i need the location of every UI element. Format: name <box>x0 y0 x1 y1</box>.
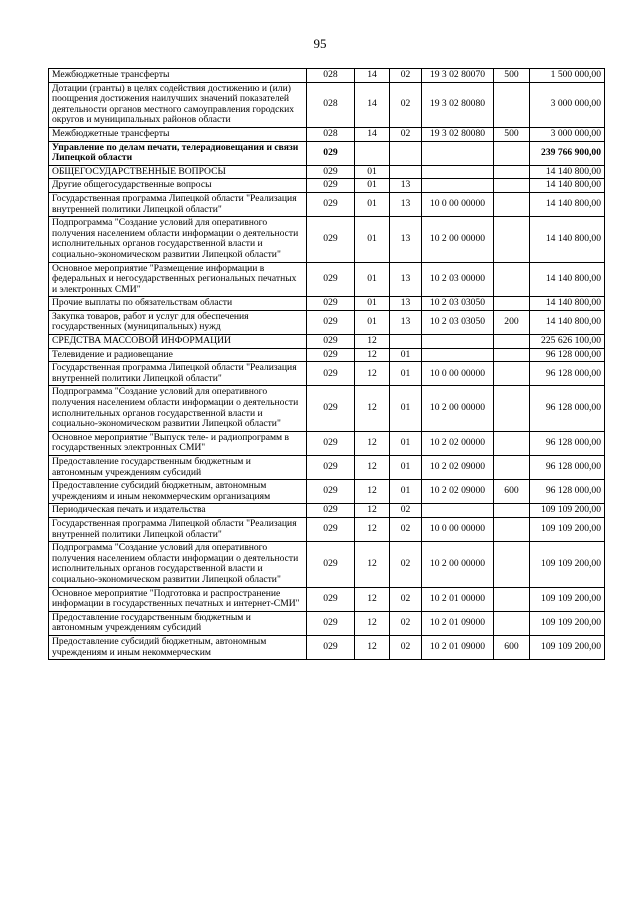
row-amount: 14 140 800,00 <box>530 165 605 179</box>
row-section: 01 <box>355 179 390 193</box>
row-name: ОБЩЕГОСУДАРСТВЕННЫЕ ВОПРОСЫ <box>49 165 307 179</box>
row-name: Основное мероприятие "Выпуск теле- и радиопрограмм в государственных электронных СМИ" <box>49 431 307 455</box>
table-row <box>49 587 605 611</box>
row-amount: 109 109 200,00 <box>530 504 605 518</box>
row-target-article: 19 3 02 80070 <box>422 69 494 83</box>
row-name: Предоставление субсидий бюджетным, автономным учреждениям и иным некоммерческим организациям <box>49 480 307 504</box>
row-section: 12 <box>355 348 390 362</box>
row-amount: 109 109 200,00 <box>530 517 605 541</box>
table-row <box>49 386 605 431</box>
row-subsection: 13 <box>390 297 422 311</box>
row-section: 01 <box>355 165 390 179</box>
row-admin-code: 029 <box>307 542 355 587</box>
row-amount: 96 128 000,00 <box>530 480 605 504</box>
row-name: Государственная программа Липецкой области "Реализация внутренней политики Липецкой области" <box>49 362 307 386</box>
row-admin-code: 029 <box>307 431 355 455</box>
row-name: Подпрограмма "Создание условий для оперативного получения населением области информации о деятельности исполнительных органов государственной власти и социально-экономическом развитии Липецкой области" <box>49 542 307 587</box>
row-section: 01 <box>355 192 390 216</box>
row-expense-type <box>494 386 530 431</box>
row-section: 12 <box>355 480 390 504</box>
row-admin-code: 029 <box>307 504 355 518</box>
row-section: 12 <box>355 386 390 431</box>
row-target-article: 19 3 02 80080 <box>422 82 494 127</box>
row-section: 01 <box>355 262 390 297</box>
row-subsection: 02 <box>390 587 422 611</box>
table-row <box>49 127 605 141</box>
row-name: Подпрограмма "Создание условий для оперативного получения населением области информации о деятельности исполнительных органов государственной власти и социально-экономическом развитии Липецкой области" <box>49 217 307 262</box>
row-target-article: 10 2 02 09000 <box>422 480 494 504</box>
row-target-article: 10 2 03 03050 <box>422 310 494 334</box>
row-target-article: 10 0 00 00000 <box>422 517 494 541</box>
table-row <box>49 310 605 334</box>
row-target-article: 10 2 00 00000 <box>422 542 494 587</box>
row-admin-code: 029 <box>307 480 355 504</box>
row-expense-type <box>494 611 530 635</box>
row-amount: 14 140 800,00 <box>530 297 605 311</box>
table-row <box>49 348 605 362</box>
row-subsection: 02 <box>390 127 422 141</box>
row-target-article: 10 2 01 09000 <box>422 611 494 635</box>
row-name: Дотации (гранты) в целях содействия достижению и (или) поощрения достижения наилучших значений показателей деятельности органов местного самоуправления городских округов и муниципальных районов области <box>49 82 307 127</box>
row-name: Периодическая печать и издательства <box>49 504 307 518</box>
table-body <box>49 69 605 660</box>
row-subsection: 13 <box>390 192 422 216</box>
row-target-article: 10 2 03 03050 <box>422 297 494 311</box>
row-amount: 109 109 200,00 <box>530 635 605 659</box>
row-admin-code: 029 <box>307 217 355 262</box>
row-subsection <box>390 141 422 165</box>
row-expense-type <box>494 165 530 179</box>
row-admin-code: 029 <box>307 635 355 659</box>
table-row <box>49 217 605 262</box>
row-amount: 109 109 200,00 <box>530 611 605 635</box>
row-target-article: 10 2 00 00000 <box>422 386 494 431</box>
row-subsection: 01 <box>390 386 422 431</box>
row-admin-code: 029 <box>307 335 355 349</box>
row-subsection <box>390 165 422 179</box>
row-admin-code: 029 <box>307 456 355 480</box>
table-row <box>49 262 605 297</box>
table-row <box>49 635 605 659</box>
table-row <box>49 362 605 386</box>
table-row <box>49 517 605 541</box>
row-admin-code: 029 <box>307 348 355 362</box>
row-subsection: 13 <box>390 217 422 262</box>
row-subsection: 02 <box>390 517 422 541</box>
row-section: 14 <box>355 127 390 141</box>
row-expense-type: 200 <box>494 310 530 334</box>
row-amount: 14 140 800,00 <box>530 262 605 297</box>
row-amount: 109 109 200,00 <box>530 542 605 587</box>
row-admin-code: 029 <box>307 386 355 431</box>
row-expense-type <box>494 192 530 216</box>
table-row <box>49 141 605 165</box>
table-row <box>49 82 605 127</box>
row-subsection: 13 <box>390 310 422 334</box>
row-target-article: 10 2 00 00000 <box>422 217 494 262</box>
table-row <box>49 165 605 179</box>
row-target-article: 19 3 02 80080 <box>422 127 494 141</box>
row-admin-code: 029 <box>307 262 355 297</box>
row-admin-code: 029 <box>307 141 355 165</box>
table-row <box>49 480 605 504</box>
row-expense-type <box>494 82 530 127</box>
table-row <box>49 504 605 518</box>
row-section: 12 <box>355 611 390 635</box>
row-section <box>355 141 390 165</box>
page-number: 95 <box>313 36 327 51</box>
row-expense-type <box>494 217 530 262</box>
table-row <box>49 456 605 480</box>
row-admin-code: 028 <box>307 82 355 127</box>
table-row <box>49 179 605 193</box>
row-amount: 14 140 800,00 <box>530 179 605 193</box>
row-name: Основное мероприятие "Размещение информации в федеральных и негосударственных региональных печатных и электронных СМИ" <box>49 262 307 297</box>
row-expense-type: 600 <box>494 480 530 504</box>
row-subsection: 01 <box>390 431 422 455</box>
row-name: Основное мероприятие "Подготовка и распространение информации в государственных печатных и интернет-СМИ" <box>49 587 307 611</box>
row-admin-code: 029 <box>307 179 355 193</box>
row-name: Управление по делам печати, телерадиовещания и связи Липецкой области <box>49 141 307 165</box>
row-subsection: 13 <box>390 262 422 297</box>
row-amount: 96 128 000,00 <box>530 386 605 431</box>
row-section: 01 <box>355 297 390 311</box>
row-admin-code: 029 <box>307 165 355 179</box>
row-section: 14 <box>355 69 390 83</box>
row-expense-type <box>494 335 530 349</box>
row-name: Предоставление субсидий бюджетным, автономным учреждениям и иным некоммерческим <box>49 635 307 659</box>
table-row <box>49 297 605 311</box>
row-expense-type <box>494 348 530 362</box>
row-admin-code: 028 <box>307 69 355 83</box>
row-target-article: 10 0 00 00000 <box>422 362 494 386</box>
row-section: 12 <box>355 431 390 455</box>
row-target-article <box>422 348 494 362</box>
table-row <box>49 611 605 635</box>
row-name: Предоставление государственным бюджетным и автономным учреждениям субсидий <box>49 456 307 480</box>
row-admin-code: 029 <box>307 611 355 635</box>
row-amount: 96 128 000,00 <box>530 456 605 480</box>
row-admin-code: 029 <box>307 310 355 334</box>
row-expense-type <box>494 456 530 480</box>
row-amount: 14 140 800,00 <box>530 310 605 334</box>
row-subsection: 13 <box>390 179 422 193</box>
row-expense-type <box>494 504 530 518</box>
table-row <box>49 542 605 587</box>
row-name: Межбюджетные трансферты <box>49 127 307 141</box>
row-section: 12 <box>355 335 390 349</box>
row-amount: 3 000 000,00 <box>530 127 605 141</box>
row-amount: 109 109 200,00 <box>530 587 605 611</box>
row-admin-code: 029 <box>307 297 355 311</box>
row-name: Телевидение и радиовещание <box>49 348 307 362</box>
row-admin-code: 029 <box>307 517 355 541</box>
row-subsection <box>390 335 422 349</box>
row-expense-type <box>494 542 530 587</box>
row-section: 12 <box>355 517 390 541</box>
budget-table <box>48 68 605 660</box>
row-subsection: 02 <box>390 611 422 635</box>
row-subsection: 02 <box>390 82 422 127</box>
row-section: 14 <box>355 82 390 127</box>
row-amount: 96 128 000,00 <box>530 431 605 455</box>
row-expense-type: 600 <box>494 635 530 659</box>
row-subsection: 02 <box>390 635 422 659</box>
row-name: Межбюджетные трансферты <box>49 69 307 83</box>
row-expense-type <box>494 517 530 541</box>
row-amount: 239 766 900,00 <box>530 141 605 165</box>
row-expense-type <box>494 431 530 455</box>
row-target-article: 10 2 02 09000 <box>422 456 494 480</box>
row-target-article: 10 2 02 00000 <box>422 431 494 455</box>
row-section: 01 <box>355 310 390 334</box>
row-target-article: 10 0 00 00000 <box>422 192 494 216</box>
row-name: Прочие выплаты по обязательствам области <box>49 297 307 311</box>
row-expense-type <box>494 297 530 311</box>
table-row <box>49 431 605 455</box>
row-expense-type: 500 <box>494 69 530 83</box>
row-subsection: 01 <box>390 456 422 480</box>
table-row <box>49 335 605 349</box>
row-admin-code: 029 <box>307 362 355 386</box>
row-section: 01 <box>355 217 390 262</box>
row-expense-type <box>494 587 530 611</box>
row-admin-code: 028 <box>307 127 355 141</box>
row-name: Другие общегосударственные вопросы <box>49 179 307 193</box>
table-row <box>49 192 605 216</box>
row-name: Подпрограмма "Создание условий для оперативного получения населением области информации о деятельности исполнительных органов государственной власти и социально-экономическом развитии Липецкой области" <box>49 386 307 431</box>
row-subsection: 01 <box>390 362 422 386</box>
row-name: Государственная программа Липецкой области "Реализация внутренней политики Липецкой области" <box>49 517 307 541</box>
row-amount: 1 500 000,00 <box>530 69 605 83</box>
row-target-article <box>422 335 494 349</box>
row-expense-type <box>494 262 530 297</box>
row-expense-type <box>494 141 530 165</box>
row-subsection: 01 <box>390 348 422 362</box>
row-amount: 96 128 000,00 <box>530 348 605 362</box>
row-amount: 96 128 000,00 <box>530 362 605 386</box>
row-name: Закупка товаров, работ и услуг для обеспечения государственных (муниципальных) нужд <box>49 310 307 334</box>
row-amount: 14 140 800,00 <box>530 217 605 262</box>
row-expense-type <box>494 362 530 386</box>
row-target-article: 10 2 03 00000 <box>422 262 494 297</box>
row-section: 12 <box>355 542 390 587</box>
row-target-article: 10 2 01 00000 <box>422 587 494 611</box>
row-subsection: 02 <box>390 504 422 518</box>
row-admin-code: 029 <box>307 587 355 611</box>
row-target-article: 10 2 01 09000 <box>422 635 494 659</box>
row-section: 12 <box>355 456 390 480</box>
row-expense-type <box>494 179 530 193</box>
row-amount: 225 626 100,00 <box>530 335 605 349</box>
row-subsection: 01 <box>390 480 422 504</box>
table-row <box>49 69 605 83</box>
row-target-article <box>422 141 494 165</box>
row-expense-type: 500 <box>494 127 530 141</box>
row-amount: 14 140 800,00 <box>530 192 605 216</box>
row-section: 12 <box>355 587 390 611</box>
row-name: Предоставление государственным бюджетным и автономным учреждениям субсидий <box>49 611 307 635</box>
row-section: 12 <box>355 504 390 518</box>
row-section: 12 <box>355 362 390 386</box>
row-subsection: 02 <box>390 542 422 587</box>
row-admin-code: 029 <box>307 192 355 216</box>
row-target-article <box>422 165 494 179</box>
row-subsection: 02 <box>390 69 422 83</box>
row-name: СРЕДСТВА МАССОВОЙ ИНФОРМАЦИИ <box>49 335 307 349</box>
row-target-article <box>422 179 494 193</box>
row-section: 12 <box>355 635 390 659</box>
row-amount: 3 000 000,00 <box>530 82 605 127</box>
row-target-article <box>422 504 494 518</box>
row-name: Государственная программа Липецкой области "Реализация внутренней политики Липецкой области" <box>49 192 307 216</box>
